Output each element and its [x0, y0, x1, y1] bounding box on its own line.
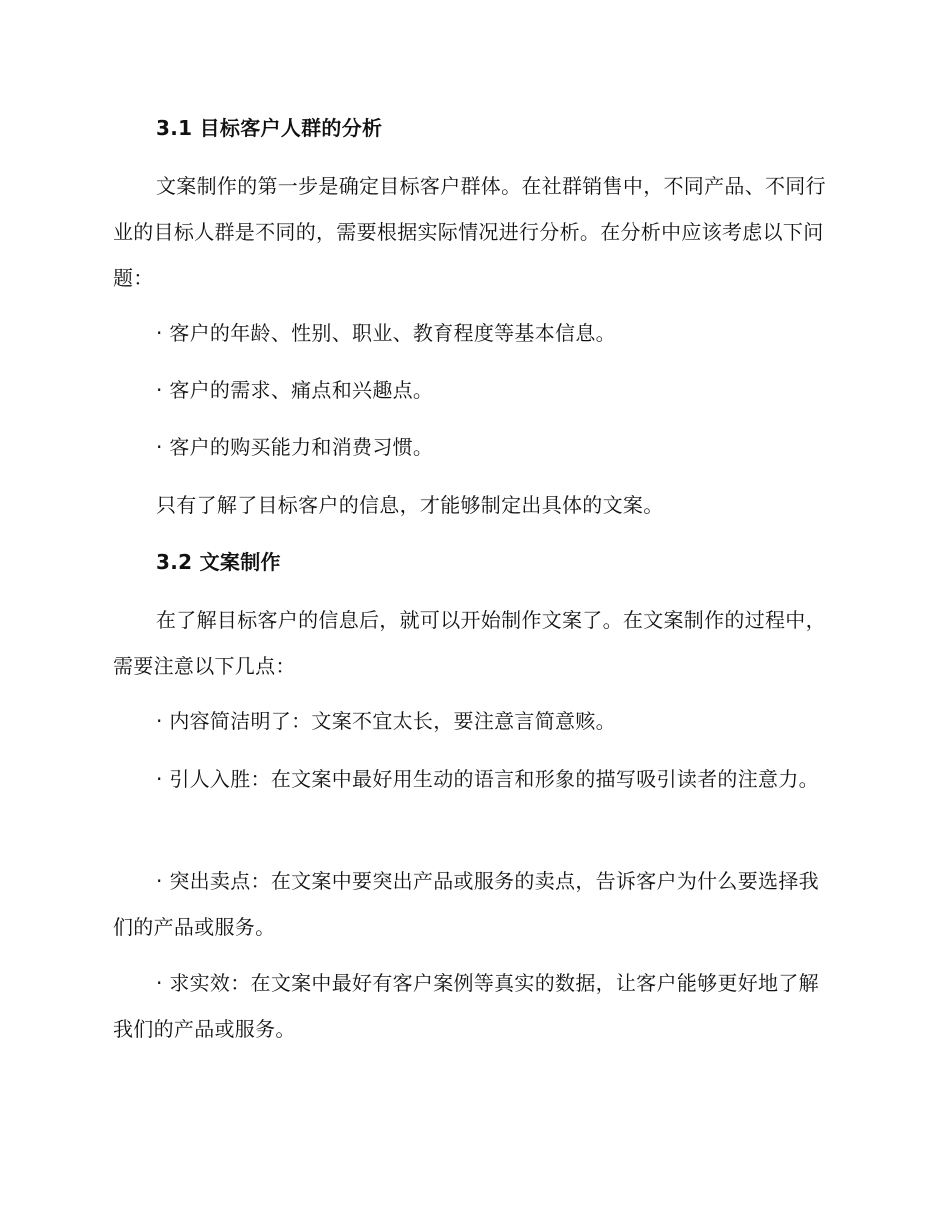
bullet-item-engaging: · 引人入胜：在文案中最好用生动的语言和形象的描写吸引读者的注意力。 — [156, 767, 819, 791]
section-3-2-intro-paragraph: 在了解目标客户的信息后，就可以开始制作文案了。在文案制作的过程中，需要注意以下几点： — [113, 608, 826, 678]
bullet-item-highlight-selling-points: · 突出卖点：在文案中要突出产品或服务的卖点，告诉客户为什么要选择我们的产品或服务。 — [113, 869, 819, 939]
section-3-1-intro-paragraph: 文案制作的第一步是确定目标客户群体。在社群销售中，不同产品、不同行业的目标人群是不同的，需要根据实际情况进行分析。在分析中应该考虑以下问题： — [113, 174, 826, 290]
bullet-item-customer-purchasing: · 客户的购买能力和消费习惯。 — [156, 435, 434, 459]
bullet-item-concise-content: · 内容简洁明了：文案不宜太长，要注意言简意赅。 — [156, 709, 616, 733]
section-heading-3-2: 3.2 文案制作 — [156, 550, 281, 574]
section-3-1-conclusion-paragraph: 只有了解了目标客户的信息，才能够制定出具体的文案。 — [156, 493, 664, 517]
bullet-item-customer-basic-info: · 客户的年龄、性别、职业、教育程度等基本信息。 — [156, 321, 616, 345]
bullet-item-customer-needs: · 客户的需求、痛点和兴趣点。 — [156, 378, 434, 402]
bullet-item-practical-effect: · 求实效：在文案中最好有客户案例等真实的数据，让客户能够更好地了解我们的产品或服务。 — [113, 971, 819, 1041]
section-heading-3-1: 3.1 目标客户人群的分析 — [156, 116, 383, 140]
